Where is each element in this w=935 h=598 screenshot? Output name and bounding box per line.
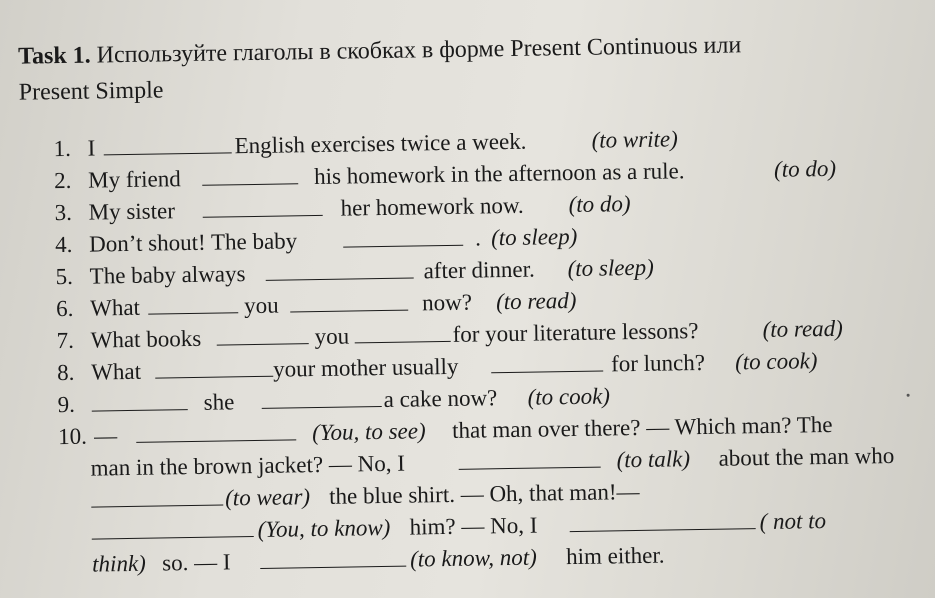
verb-hint: (to sleep): [490, 223, 578, 251]
verb-hint: (You, to know): [257, 514, 391, 542]
answer-blank[interactable]: [262, 406, 382, 409]
item-text: a cake now?: [383, 385, 498, 412]
answer-blank[interactable]: [217, 343, 309, 345]
item-number: 3.: [54, 199, 73, 226]
item-text: your mother usually: [272, 353, 459, 382]
answer-blank[interactable]: [355, 341, 451, 344]
answer-blank[interactable]: [491, 371, 603, 374]
verb-hint: (You, to see): [311, 418, 426, 446]
item-text: for lunch?: [610, 349, 706, 377]
item-text: My sister: [88, 198, 176, 225]
item-text: My friend: [87, 166, 181, 193]
item-number: 7.: [56, 327, 75, 354]
answer-blank[interactable]: [148, 312, 238, 314]
task-heading-cont: [19, 77, 164, 106]
item-text: him? — No, I: [409, 512, 538, 540]
verb-hint: think): [91, 550, 147, 577]
item-number: 4.: [54, 231, 73, 258]
item-text: What books: [90, 325, 202, 353]
item-number: 10.: [57, 423, 88, 450]
item-text: you: [243, 292, 279, 319]
item-number: 1.: [53, 135, 72, 162]
item-number: 8.: [56, 359, 75, 386]
task-instruction: Используйте глаголы в скобках в форме Present Continuous или: [96, 32, 742, 69]
task-heading: [18, 32, 741, 70]
answer-blank[interactable]: [260, 566, 406, 569]
item-number: 9.: [57, 391, 76, 418]
item-text: so. — I: [161, 549, 231, 576]
item-text: now?: [421, 289, 473, 316]
item-text: English exercises twice a week.: [234, 128, 527, 159]
item-text: The baby always: [89, 261, 246, 289]
verb-hint: (to cook): [527, 383, 611, 410]
verb-hint: (to talk): [616, 446, 691, 473]
item-text: his homework in the afternoon as a rule.: [313, 158, 685, 190]
verb-hint: (to do): [568, 191, 631, 218]
item-text: her homework now.: [340, 192, 524, 221]
item-text: him either.: [565, 542, 665, 570]
task-label: Task 1.: [17, 42, 91, 70]
answer-blank[interactable]: [266, 277, 414, 280]
answer-blank[interactable]: [92, 409, 188, 412]
answer-blank[interactable]: [459, 467, 601, 470]
item-text: —: [93, 423, 118, 449]
item-text: that man over there? — Which man? The: [451, 411, 833, 443]
paper-speck: [907, 394, 910, 397]
task-instruction-cont: Present Simple: [18, 77, 164, 106]
item-text: What: [89, 294, 141, 321]
verb-hint: (to do): [773, 155, 837, 182]
verb-hint: (to read): [495, 287, 577, 315]
verb-hint: (to cook): [734, 348, 818, 375]
item-text: man in the brown jacket? — No, I: [90, 450, 406, 481]
verb-hint: (to know, not): [409, 544, 538, 572]
item-text: she: [203, 389, 235, 415]
item-text: .: [474, 225, 482, 251]
item-number: 5.: [55, 263, 74, 290]
item-text: Don’t shout! The baby: [88, 228, 298, 257]
answer-blank[interactable]: [104, 152, 232, 155]
answer-blank[interactable]: [91, 505, 223, 508]
verb-hint: ( not to: [759, 508, 827, 535]
item-text: for your literature lessons?: [452, 318, 699, 347]
verb-hint: (to write): [591, 126, 679, 153]
item-text: the blue shirt. — Oh, that man!—: [328, 478, 640, 509]
item-text: I: [87, 135, 96, 161]
item-text: you: [314, 323, 350, 350]
verb-hint: (to read): [762, 315, 844, 343]
answer-blank[interactable]: [203, 215, 323, 218]
item-text: about the man who: [718, 442, 895, 471]
answer-blank[interactable]: [155, 376, 273, 379]
answer-blank[interactable]: [136, 439, 296, 443]
verb-hint: (to wear): [224, 484, 311, 511]
item-text: What: [90, 358, 142, 385]
answer-blank[interactable]: [290, 310, 408, 313]
answer-blank[interactable]: [343, 245, 463, 248]
answer-blank[interactable]: [202, 183, 298, 186]
verb-hint: (to sleep): [567, 254, 654, 282]
item-number: 2.: [53, 167, 72, 194]
item-text: after dinner.: [423, 256, 535, 284]
item-number: 6.: [55, 295, 74, 322]
answer-blank[interactable]: [92, 536, 254, 540]
answer-blank[interactable]: [570, 528, 756, 532]
